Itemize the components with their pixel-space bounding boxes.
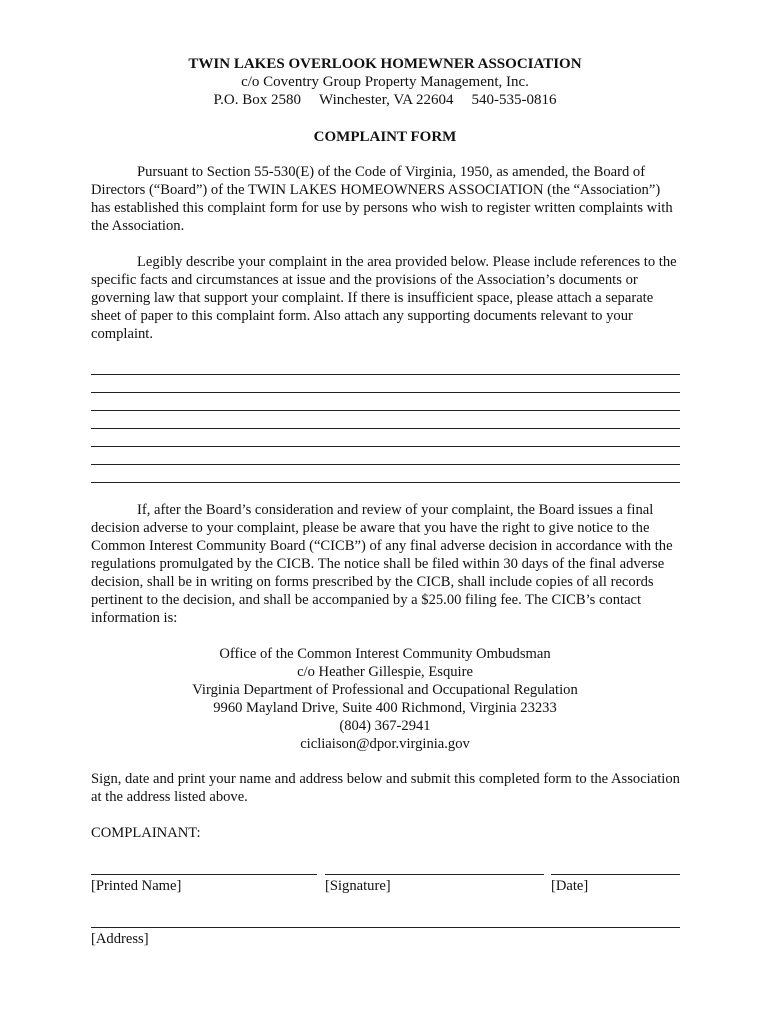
management-company-line: c/o Coventry Group Property Management, Inc. [241,74,529,90]
instructions-paragraph [91,253,681,343]
contact-address: 9960 Mayland Drive, Suite 400 Richmond, Virginia 23233 [213,700,557,716]
signature-label: [Signature] [325,878,391,894]
contact-phone: (804) 367-2941 [339,718,431,734]
contact-email: cicliaison@dpor.virginia.gov [300,736,470,752]
complaint-line-5[interactable] [91,446,680,447]
complaint-line-6[interactable] [91,464,680,465]
form-title: COMPLAINT FORM [313,129,457,145]
notice-paragraph [91,501,681,627]
complaint-line-7[interactable] [91,482,680,483]
date-line[interactable] [551,874,680,875]
po-box: P.O. Box 2580 [213,92,302,108]
intro-paragraph-text: Pursuant to Section 55-530(E) of the Code of Virginia, 1950, as amended, the Board of Directors (“Board”) of the TWIN LAKES HOMEOWNERS ASSOCIATION (the “Association”) has established this complaint form for use by persons who wish to register written complaints with the Association. [91,164,673,234]
date-label: [Date] [551,878,589,894]
contact-attention: c/o Heather Gillespie, Esquire [297,664,473,680]
printed-name-label: [Printed Name] [91,878,182,894]
intro-paragraph [91,163,681,235]
submit-paragraph: Sign, date and print your name and address below and submit this completed form to the Association at the address listed above. [91,771,680,805]
association-address-line [0,91,770,109]
signature-line[interactable] [325,874,544,875]
complaint-line-3[interactable] [91,410,680,411]
city-state-zip: Winchester, VA 22604 [319,92,454,108]
instructions-paragraph-text: Legibly describe your complaint in the area provided below. Please include references to the specific facts and circumstances at issue and the provisions of the Association’s documents or governing law that support your complaint. If there is insufficient space, please attach a separate sheet of paper to this complaint form. Also attach any supporting documents relevant to your complaint. [91,254,677,342]
address-label: [Address] [91,931,149,947]
contact-department: Virginia Department of Professional and Occupational Regulation [192,682,578,698]
address-line[interactable] [91,927,680,928]
association-phone: 540-535-0816 [471,92,557,108]
complaint-line-2[interactable] [91,392,680,393]
printed-name-line[interactable] [91,874,317,875]
complaint-line-1[interactable] [91,374,680,375]
complaint-line-4[interactable] [91,428,680,429]
notice-paragraph-text: If, after the Board’s consideration and review of your complaint, the Board issues a final decision adverse to your complaint, please be aware that you have the right to give notice to the Common Interest Community Board (“CICB”) of any final adverse decision in accordance with the regulations promulgated by the CICB. The notice shall be filed within 30 days of the final adverse decision, shall be in writing on forms prescribed by the CICB, shall include copies of all records pertinent to the decision, and shall be accompanied by a $25.00 filing fee. The CICB’s contact information is: [91,502,673,626]
complainant-label: COMPLAINANT: [91,825,201,841]
association-title: TWIN LAKES OVERLOOK HOMEWNER ASSOCIATION [188,56,582,72]
contact-office: Office of the Common Interest Community Ombudsman [219,646,551,662]
